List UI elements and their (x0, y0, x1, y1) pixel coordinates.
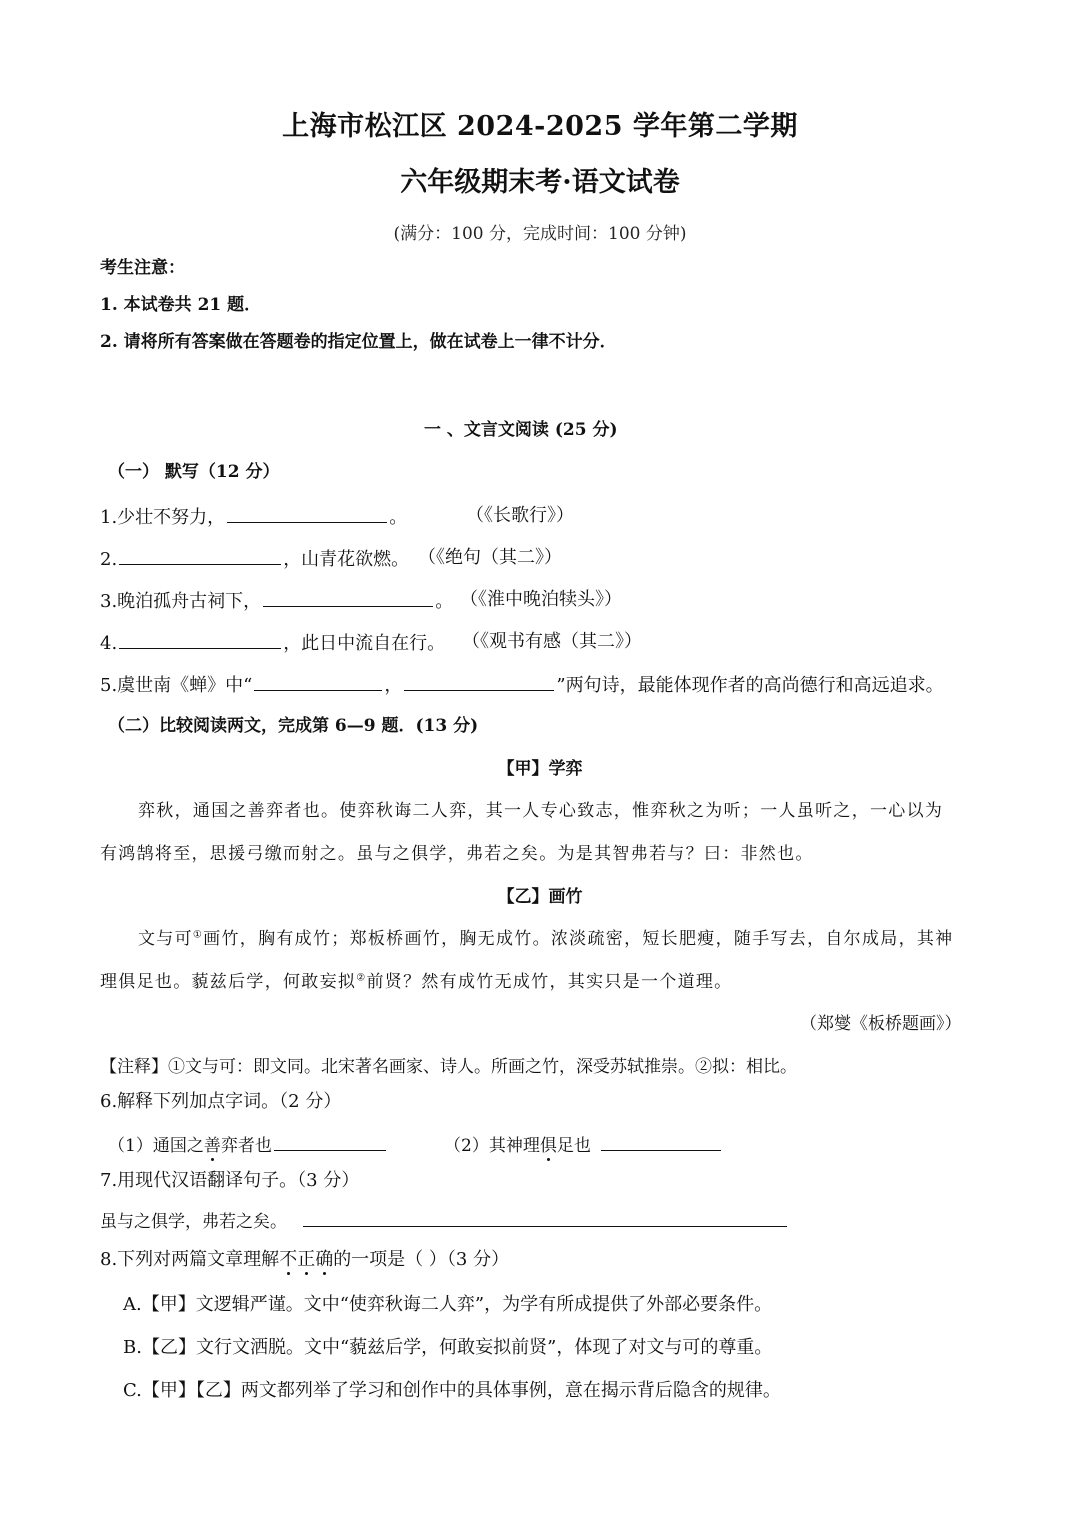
question-1: 1.少壮不努力， 。 (100, 507, 408, 528)
question-2: 2. ，山青花欲燃。 (100, 549, 410, 570)
answer-blank[interactable] (404, 673, 554, 691)
question-3-source: （《淮中晚泊犊头》） (460, 589, 622, 610)
question-6-item-1: （1）通国之善弈者也 (108, 1133, 388, 1156)
question-8-stem: 8.下列对两篇文章理解不正确的一项是（ ）（3 分） (100, 1249, 510, 1270)
text-a-line-2: 有鸿鹄将至，思援弓缴而射之。虽与之俱学，弗若之矣。为是其智弗若与？曰：非然也。 (100, 844, 814, 864)
notice-heading: 考生注意： (100, 258, 185, 278)
notice-item-2: 2. 请将所有答案做在答题卷的指定位置上，做在试卷上一律不计分． (100, 332, 617, 352)
section-title: 一 、文言文阅读 (25 分) (424, 420, 618, 440)
emphasis-dot-char: 善 (203, 1136, 221, 1156)
notice-item-1: 1. 本试卷共 21 题． (100, 295, 262, 315)
exam-title: 上海市松江区 2024-2025 学年第二学期 (282, 111, 798, 142)
text-a-title: 【甲】学弈 (497, 759, 583, 779)
answer-blank[interactable] (227, 505, 387, 523)
question-7-stem: 7.用现代汉语翻译句子。（3 分） (100, 1170, 360, 1191)
footnote-marker: ② (356, 972, 367, 984)
question-6-item-2: （2）其神理俱足也 (444, 1133, 723, 1156)
answer-blank[interactable] (254, 673, 382, 691)
question-4-source: （《观书有感（其二》） (462, 631, 642, 652)
emphasis-dot-char: 俱 (539, 1136, 557, 1156)
question-1-source: （《长歌行》） (466, 505, 574, 526)
question-7-sentence: 虽与之俱学，弗若之矣。 (100, 1209, 789, 1232)
text-b-title: 【乙】画竹 (497, 887, 583, 907)
question-3: 3.晚泊孤舟古祠下， 。 (100, 591, 454, 612)
answer-blank[interactable] (263, 589, 433, 607)
text-b-line-1: 文与可①画竹，胸有成竹；郑板桥画竹，胸无成竹。浓淡疏密，短长肥瘦，随手写去，自尔成局，其神 (138, 929, 954, 949)
question-2-source: （《绝句（其二》） (418, 547, 562, 568)
answer-blank[interactable] (119, 547, 281, 565)
exam-info: (满分：100 分，完成时间：100 分钟) (393, 224, 687, 244)
text-a-line-1: 弈秋，通国之善弈者也。使弈秋诲二人弈，其一人专心致志，惟弈秋之为听；一人虽听之，一心以为 (138, 801, 944, 821)
answer-blank[interactable] (274, 1133, 386, 1151)
text-b-source: （郑燮《板桥题画》） (800, 1014, 962, 1034)
footnote-marker: ① (192, 929, 204, 941)
question-8-option-b: B.【乙】文行文洒脱。文中“藐兹后学，何敢妄拟前贤”，体现了对文与可的尊重。 (123, 1337, 773, 1358)
emphasis-dot-char: 正 (297, 1249, 316, 1270)
question-5: 5.虞世南《蝉》中“ ， ”两句诗，最能体现作者的高尚德行和高远追求。 (100, 675, 944, 696)
part1-title: （一） 默写（12 分） (108, 462, 280, 482)
answer-blank[interactable] (303, 1209, 787, 1227)
part2-title: （二）比较阅读两文，完成第 6—9 题．(13 分) (108, 716, 479, 736)
emphasis-dot-char: 不 (279, 1249, 298, 1270)
emphasis-dot-char: 确 (315, 1249, 334, 1270)
question-6-stem: 6.解释下列加点字词。（2 分） (100, 1091, 342, 1112)
question-8-option-c: C.【甲】【乙】两文都列举了学习和创作中的具体事例，意在揭示背后隐含的规律。 (123, 1380, 781, 1401)
answer-blank[interactable] (119, 631, 281, 649)
annotation: 【注释】①文与可：即文同。北宋著名画家、诗人。所画之竹，深受苏轼推崇。②拟：相比。 (100, 1057, 797, 1077)
question-8-option-a: A.【甲】文逻辑严谨。文中“使弈秋诲二人弈”，为学有所成提供了外部必要条件。 (123, 1294, 773, 1315)
text-b-line-2: 理俱足也。藐兹后学，何敢妄拟②前贤？然有成竹无成竹，其实只是一个道理。 (100, 972, 733, 992)
exam-subtitle-title: 六年级期末考·语文试卷 (400, 167, 680, 198)
answer-blank[interactable] (601, 1133, 721, 1151)
question-4: 4. ，此日中流自在行。 (100, 633, 446, 654)
